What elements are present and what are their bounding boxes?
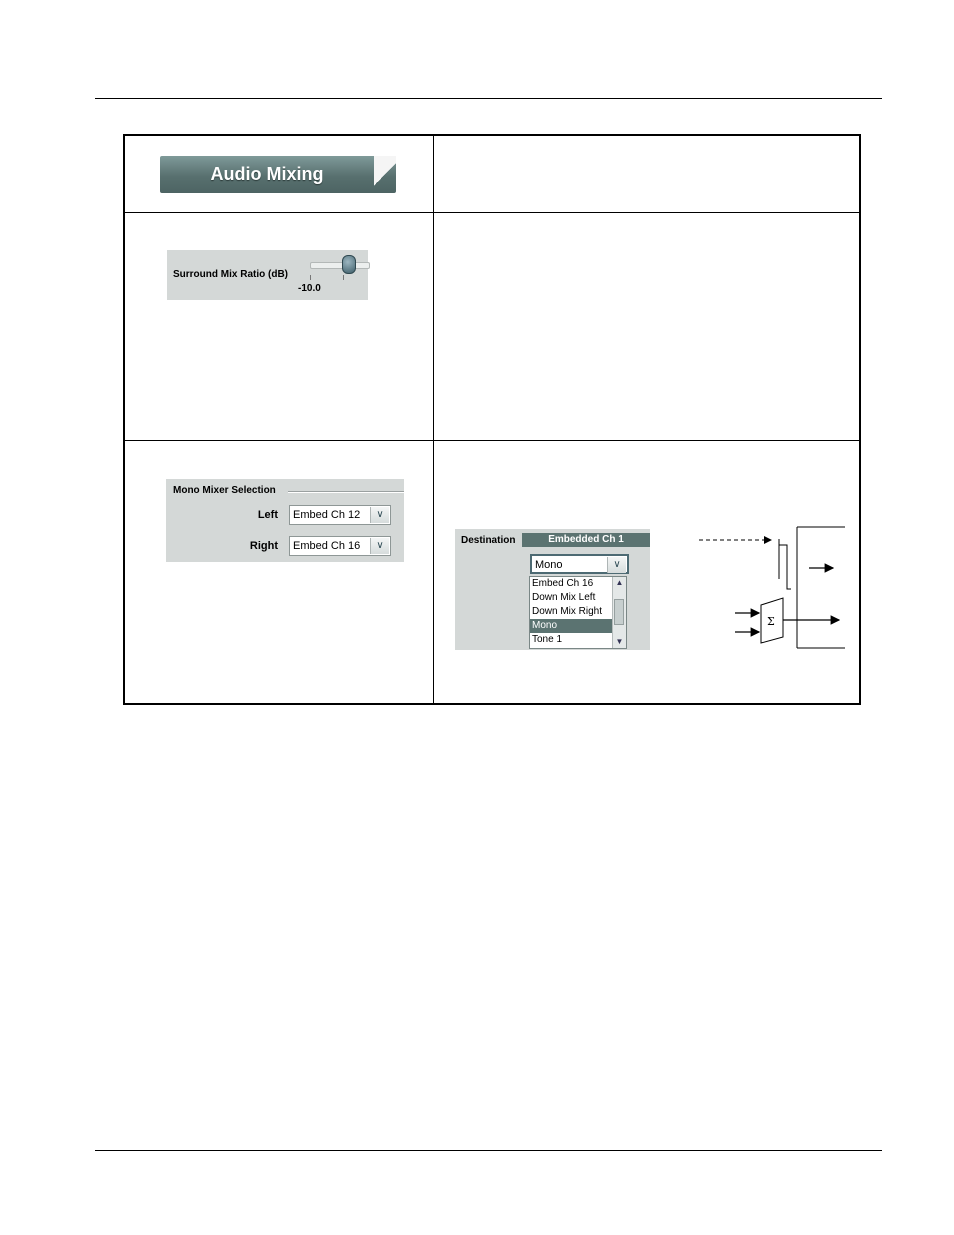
list-item[interactable]: Embed Ch 16 (532, 578, 594, 589)
chevron-up-icon[interactable]: ▲ (615, 578, 624, 587)
chevron-down-icon[interactable]: ∨ (370, 538, 389, 554)
routing-bracket (779, 539, 791, 589)
column-divider (433, 136, 434, 703)
function-table (123, 134, 861, 705)
right-select[interactable] (289, 536, 391, 556)
chevron-down-icon[interactable]: ▼ (615, 637, 624, 646)
footer-rule (95, 1150, 882, 1151)
destination-panel (455, 529, 650, 650)
row-divider-2 (125, 440, 859, 441)
list-item-selected[interactable]: Mono (530, 619, 612, 633)
destination-select[interactable] (530, 554, 629, 574)
row-divider-1 (125, 212, 859, 213)
destination-select-value: Mono (535, 559, 563, 571)
right-label: Right (249, 540, 278, 552)
destination-options-list (529, 576, 627, 649)
slider-knob[interactable] (342, 255, 356, 274)
list-item[interactable]: Down Mix Left (532, 592, 596, 603)
sum-symbol: Σ (767, 615, 775, 628)
tab-notch (374, 156, 396, 193)
left-select[interactable] (289, 505, 391, 525)
slider-value: -10.0 (298, 283, 321, 294)
mixer-signal-diagram (695, 521, 845, 651)
slider-tick (343, 275, 344, 280)
group-divider (288, 491, 404, 493)
chevron-down-icon[interactable]: ∨ (370, 507, 389, 523)
list-scrollbar[interactable] (612, 577, 626, 648)
list-item[interactable]: Tone 1 (532, 634, 563, 645)
list-item[interactable]: Down Mix Right (532, 606, 603, 617)
surround-mix-label: Surround Mix Ratio (dB) (173, 269, 288, 280)
right-select-value: Embed Ch 16 (293, 540, 361, 552)
chevron-down-icon[interactable]: ∨ (607, 557, 626, 573)
surround-mix-panel (167, 250, 368, 300)
left-select-value: Embed Ch 12 (293, 509, 361, 521)
tab-label: Audio Mixing (210, 164, 324, 184)
scroll-thumb[interactable] (614, 599, 624, 625)
surround-mix-slider[interactable] (310, 262, 370, 269)
audio-mixing-tab (160, 156, 396, 193)
left-label: Left (257, 509, 278, 521)
destination-label: Destination (461, 535, 516, 546)
destination-value: Embedded Ch 1 (522, 533, 650, 547)
mono-mixer-title: Mono Mixer Selection (173, 485, 276, 496)
slider-tick (310, 275, 311, 280)
header-rule (95, 98, 882, 99)
mono-mixer-panel (166, 479, 404, 562)
